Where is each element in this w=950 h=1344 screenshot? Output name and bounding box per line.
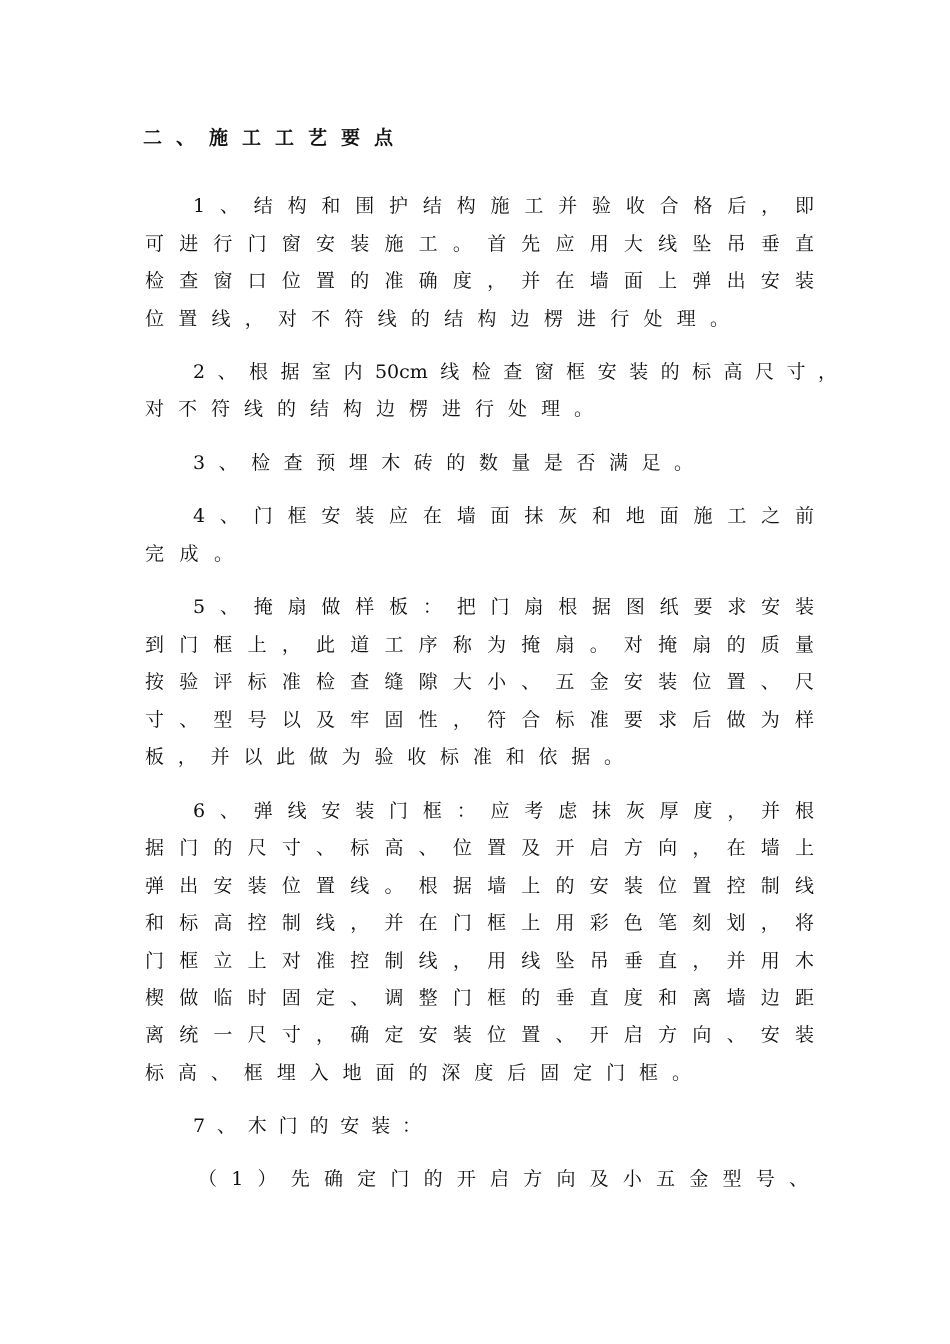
paragraph-4-line-2: 完成。 [145,543,233,565]
paragraph-6-line-8: 标高、框埋入地面的深度后固定门框。 [145,1062,691,1084]
paragraph-6-line-4: 和标高控制线，并在门框上用彩色笔刻划，将 [145,912,814,934]
paragraph-6-line-5: 门框立上对准控制线，用线坠吊垂直，并用木 [145,950,814,972]
paragraph-1-line-1: 1、结构和围护结构施工并验收合格后，即 [193,195,814,217]
paragraph-6-line-1: 6、弹线安装门框：应考虑抹灰厚度，并根 [193,800,814,822]
paragraph-1-line-2: 可进行门窗安装施工。首先应用大线坠吊垂直 [145,233,814,255]
paragraph-3-line-1: 3、检查预埋木砖的数量是否满足。 [193,452,693,474]
paragraph-5-line-4: 寸、型号以及牢固性，符合标准要求后做为样 [145,709,814,731]
paragraph-8-line-1: （1）先确定门的开启方向及小五金型号、 [198,1168,808,1190]
paragraph-1-line-4: 位置线，对不符线的结构边楞进行处理。 [145,308,729,330]
paragraph-5-line-2: 到门框上，此道工序称为掩扇。对掩扇的质量 [145,634,814,656]
paragraph-6-line-7: 离统一尺寸，确定安装位置、开启方向、安装 [145,1024,814,1046]
paragraph-4-line-1: 4、门框安装应在墙面抹灰和地面施工之前 [193,505,814,527]
paragraph-7-line-1: 7、木门的安装： [193,1115,421,1137]
paragraph-6-line-2: 据门的尺寸、标高、位置及开启方向，在墙上 [145,837,814,859]
paragraph-5-line-5: 板，并以此做为验收标准和依据。 [145,746,623,768]
paragraph-6-line-3: 弹出安装位置线。根据墙上的安装位置控制线 [145,875,814,897]
paragraph-1-line-3: 检查窗口位置的准确度，并在墙面上弹出安装 [145,270,814,292]
paragraph-5-line-1: 5、掩扇做样板：把门扇根据图纸要求安装 [193,596,814,618]
paragraph-2-line-2: 对不符线的结构边楞进行处理。 [145,398,593,420]
paragraph-6-line-6: 楔做临时固定、调整门框的垂直度和离墙边距 [145,987,814,1009]
paragraph-2-line-1: 2、根据室内50cm线检查窗框安装的标高尺寸， [193,361,837,383]
section-heading: 二、施工工艺要点 [143,127,408,149]
paragraph-5-line-3: 按验评标准检查缝隙大小、五金安装位置、尺 [145,671,814,693]
